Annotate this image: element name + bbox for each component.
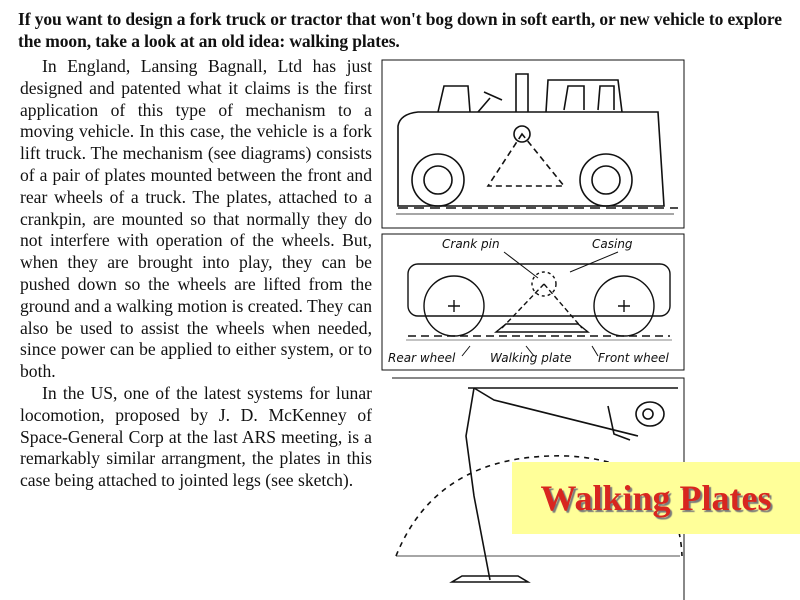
mast [516,74,528,112]
paragraph-lansing-bagnall: In England, Lansing Bagnall, Ltd has just designed and patented what it claims is the first application of this type of mechanism to a moving vehicle. In this case, the vehicle is a fork lift truck. The mechanism (see diagrams) consists of a pair of plates mounted between the front and rear wheels of a truck. The plates, attached to a crankpin, are mounted so that normally they do not interfere with operation of the wheels. But, when they are brought into play, they can be pushed down so the wheels are lifted from the ground and a walking motion is created. They can also be used to assist the wheels when needed, since power can be applied to either system, or to both. [20,56,372,382]
panel-frame-truck [382,60,684,228]
label-casing: Casing [592,237,633,251]
fork-lift-truck-drawing [382,60,684,228]
casing-outline [408,264,670,316]
paragraph-lunar-locomotion: In the US, one of the latest systems for lunar locomotion, proposed by J. D. McKenney of Space-General Corp at the last ARS meeting, is a remarkably similar arrangment, the plates in this case being attached to jointed legs (see sketch). [20,382,372,491]
truck-body [398,112,664,206]
drive-wheel [636,402,664,426]
panel-frame-mechanism [382,234,684,370]
jointed-leg [466,388,490,580]
passenger-seat [598,86,614,110]
label-crank-pin: Crank pin [442,237,500,251]
label-front-wheel: Front wheel [598,351,669,365]
walking-plates-callout [512,462,800,534]
mechanism-diagram [382,234,684,370]
front-hub [592,166,620,194]
top-leader-lines [504,252,618,278]
rear-hub [424,166,452,194]
rear-wheel-truck [412,154,464,206]
callout-title: Walking Plates [540,478,772,518]
rear-axle-mark [448,300,460,312]
drive-hub [643,409,653,419]
article-body [20,56,372,492]
seat [438,86,470,112]
front-axle-mark [618,300,630,312]
walking-plate-shape [496,324,588,332]
steering-wheel [478,92,502,112]
article-headline: If you want to design a fork truck or tractor that won't bog down in soft earth, or new vehicle to explore the moon, take a look at an old idea: walking plates. [18,9,782,51]
front-wheel-truck [580,154,632,206]
label-walking-plate: Walking plate [490,351,572,365]
label-rear-wheel: Rear wheel [388,351,456,365]
driver-seat [564,86,584,110]
drive-link [608,406,630,440]
crank-links [502,284,582,328]
